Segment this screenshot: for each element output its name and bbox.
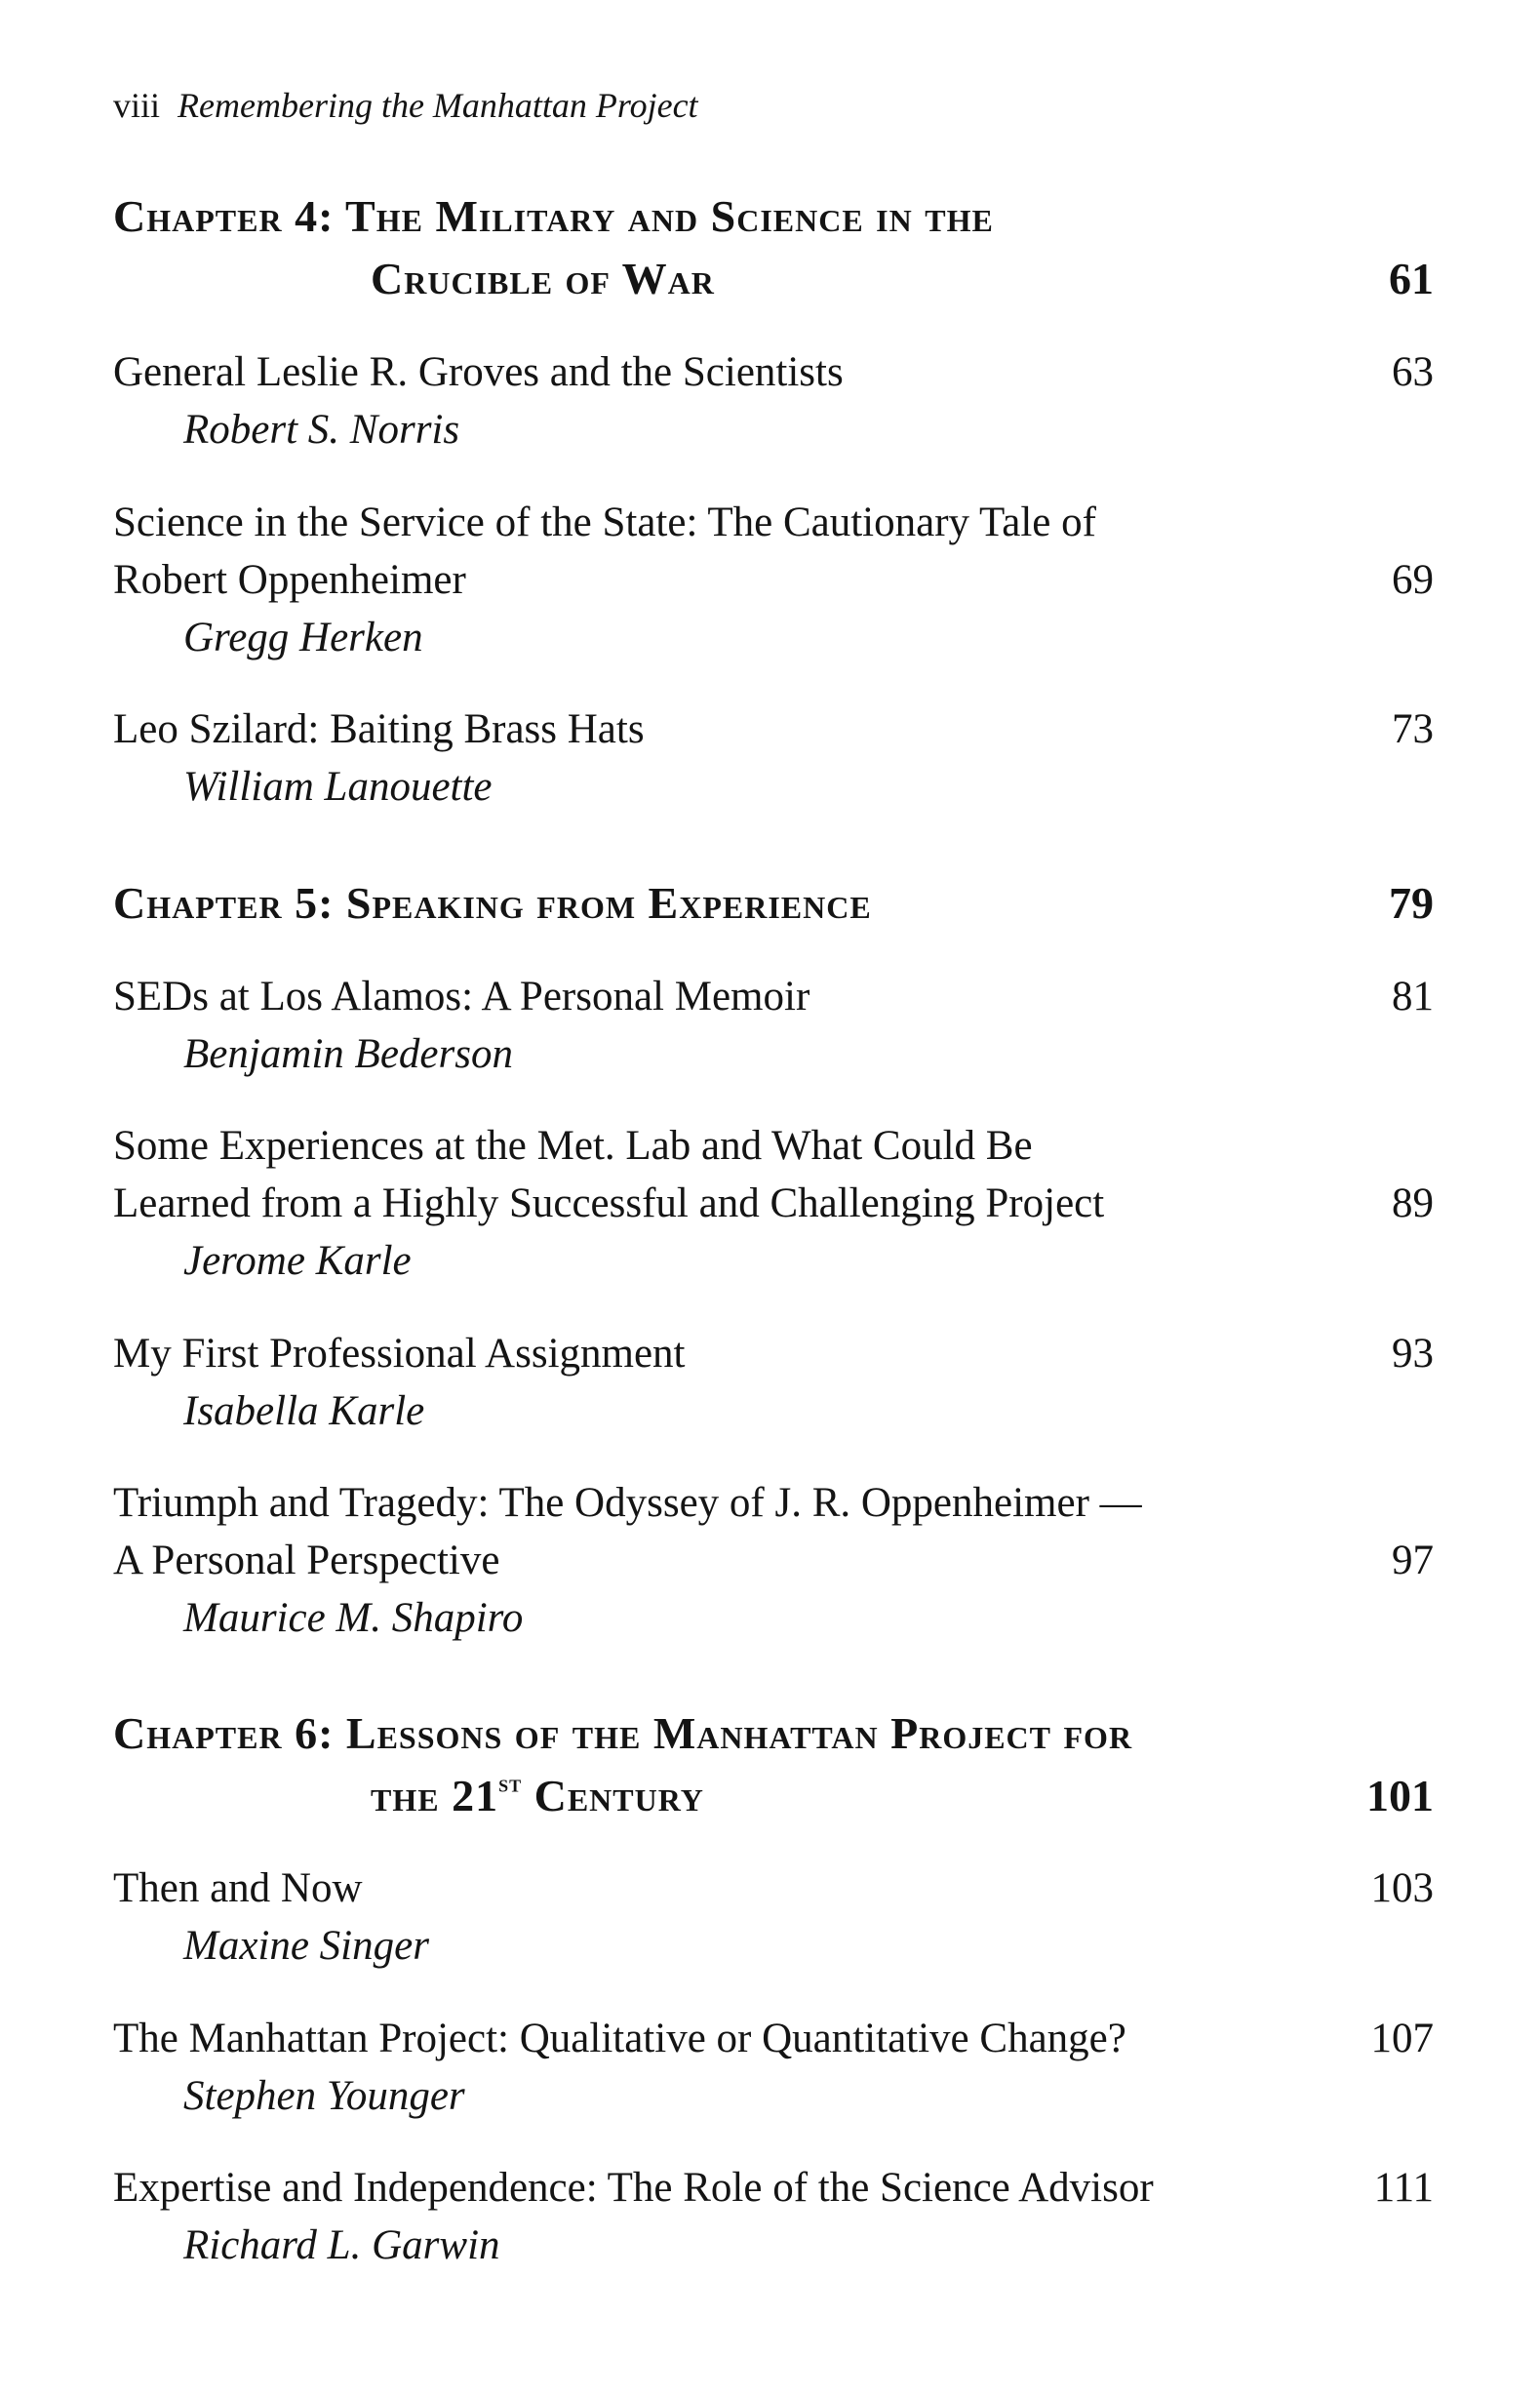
- toc-entry: [113, 1859, 1434, 1975]
- entry-author: Richard L. Garwin: [183, 2222, 500, 2268]
- entry-page-number: 107: [1370, 2016, 1434, 2061]
- entry-author: Maurice M. Shapiro: [183, 1595, 524, 1641]
- entry-page-number: 103: [1370, 1865, 1434, 1911]
- entry-author: Stephen Younger: [183, 2073, 465, 2119]
- entry-author: Maxine Singer: [183, 1923, 429, 1969]
- entry-page-number: 111: [1373, 2165, 1434, 2211]
- toc-entry: [113, 1117, 1434, 1290]
- entry-author: Benjamin Bederson: [183, 1031, 513, 1077]
- entry-title: Learned from a Highly Successful and Challenging Project: [113, 1180, 1105, 1226]
- toc-entry: [113, 494, 1434, 666]
- entry-title: A Personal Perspective: [113, 1538, 500, 1583]
- entry-title: The Manhattan Project: Qualitative or Quantitative Change?: [113, 2016, 1126, 2061]
- chapter-title-line: [113, 1765, 1434, 1827]
- entry-title: General Leslie R. Groves and the Scientists: [113, 349, 844, 395]
- entry-title: Some Experiences at the Met. Lab and What Could Be: [113, 1123, 1033, 1169]
- entry-author: Robert S. Norris: [183, 407, 460, 453]
- chapter-heading-4: [113, 185, 1434, 310]
- toc-entry: [113, 1325, 1434, 1440]
- book-title: Remembering the Manhattan Project: [178, 86, 698, 125]
- chapter-title-line: Chapter 6: Lessons of the Manhattan Project for: [113, 1708, 1133, 1758]
- toc-page: [113, 0, 1434, 2398]
- chapter-page-number: 101: [1366, 1771, 1434, 1820]
- entry-author: William Lanouette: [183, 764, 493, 810]
- entry-title: Leo Szilard: Baiting Brass Hats: [113, 706, 645, 752]
- entry-page-number: 73: [1392, 706, 1434, 752]
- entry-title: Science in the Service of the State: The Cautionary Tale of: [113, 500, 1096, 545]
- chapter-title-line: Chapter 4: The Military and Science in the: [113, 191, 994, 241]
- entry-title: Expertise and Independence: The Role of the Science Advisor: [113, 2165, 1154, 2211]
- chapter-title-line: Chapter 5: Speaking from Experience: [113, 878, 872, 928]
- ordinal-superscript: st: [498, 1769, 523, 1798]
- chapter-heading-6: [113, 1702, 1434, 1827]
- toc-entry: [113, 343, 1434, 459]
- entry-author: Isabella Karle: [183, 1388, 425, 1434]
- toc-entry: [113, 2010, 1434, 2125]
- entry-page-number: 81: [1392, 974, 1434, 1019]
- entry-page-number: 89: [1392, 1180, 1434, 1226]
- entry-title: Robert Oppenheimer: [113, 557, 466, 603]
- entry-page-number: 63: [1392, 349, 1434, 395]
- chapter-title-line: Crucible of War: [371, 254, 715, 303]
- entry-page-number: 93: [1392, 1331, 1434, 1377]
- chapter-page-number: 61: [1389, 254, 1434, 303]
- entry-page-number: 97: [1392, 1538, 1434, 1583]
- running-head: [113, 84, 698, 127]
- chapter-page-number: 79: [1389, 878, 1434, 928]
- toc-entry: [113, 968, 1434, 1083]
- entry-title: SEDs at Los Alamos: A Personal Memoir: [113, 974, 810, 1019]
- toc-entry: [113, 1474, 1434, 1647]
- chapter-title-part: Century: [522, 1771, 704, 1820]
- chapter-title-part: the 21: [371, 1771, 499, 1820]
- toc-entry: [113, 700, 1434, 816]
- entry-title: Then and Now: [113, 1865, 363, 1911]
- entry-author: Gregg Herken: [183, 615, 423, 660]
- entry-title: My First Professional Assignment: [113, 1331, 686, 1377]
- entry-author: Jerome Karle: [183, 1238, 412, 1284]
- chapter-heading-5: [113, 872, 1434, 935]
- entry-title: Triumph and Tragedy: The Odyssey of J. R. Oppenheimer —: [113, 1480, 1142, 1526]
- entry-page-number: 69: [1392, 557, 1434, 603]
- toc-entry: [113, 2159, 1434, 2274]
- page-number: viii: [113, 86, 161, 125]
